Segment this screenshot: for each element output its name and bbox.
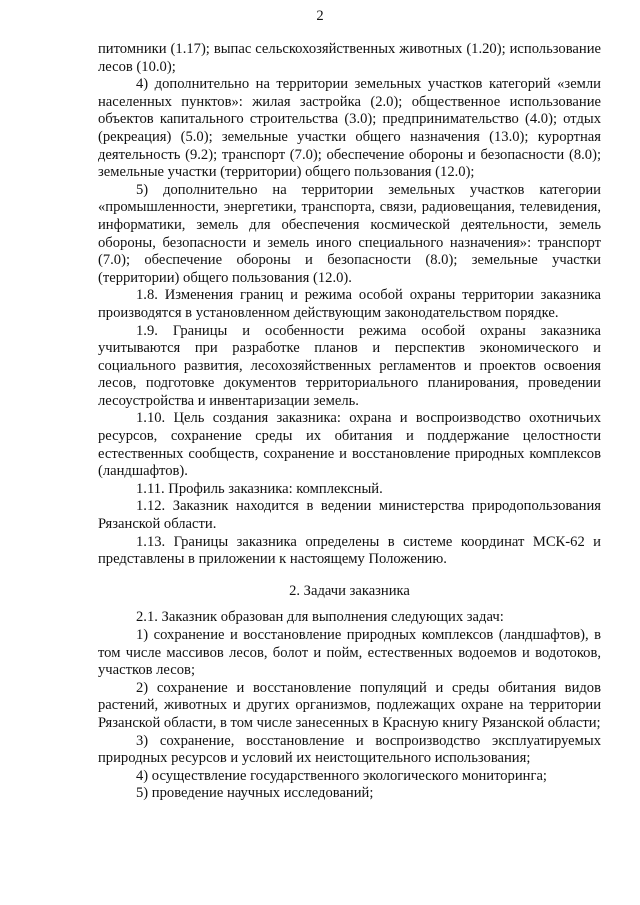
paragraph-item-5: 5) дополнительно на территории земельных участков категории «промышленности, энергетики, транспорта, связи, радиовещания, телевидения, информатики, земель для обеспечения космической деятельности, земель обороны, безопасности и земель иного специального назначения»: транспорт (7.0); обеспечение обороны и безопасности (8.0); земельные участки (территории) общего пользования (12.0). [98,181,601,286]
paragraph-2-1: 2.1. Заказник образован для выполнения следующих задач: [136,609,504,626]
paragraph-1-10: 1.10. Цель создания заказника: охрана и воспроизводство охотничьих ресурсов, сохранение среды их обитания и поддержание целостности естественных сообществ, сохранение и восстановление природных комплексов (ландшафтов). [98,410,601,480]
page-number: 2 [316,8,324,24]
task-item-4: 4) осуществление государственного экологического мониторинга; [136,767,547,784]
paragraph-1-8: 1.8. Изменения границ и режима особой охраны территории заказника производятся в установленном действующим законодательством порядке. [98,287,601,321]
paragraph-1-11: 1.11. Профиль заказника: комплексный. [136,480,383,497]
task-item-3: 3) сохранение, восстановление и воспроизводство эксплуатируемых природных ресурсов и условий их неистощительного использования; [98,732,601,767]
paragraph-item-4: 4) дополнительно на территории земельных участков категорий «земли населенных пунктов»: жилая застройка (2.0); общественное использование объектов капитального строительства (3.0); предпринимательство (4.0); отдых (рекреация) (5.0); земельные участки общего назначения (13.0); курортная деятельность (9.2); транспорт (7.0); обеспечение обороны и безопасности (8.0); земельные участки (территории) общего пользования (12.0); [98,76,601,181]
paragraph-continuation: питомники (1.17); выпас сельскохозяйственных животных (1.20); использование лесов (10.0); [98,41,601,75]
paragraph-1-12: 1.12. Заказник находится в ведении министерства природопользования Рязанской области. [98,498,601,533]
task-item-1: 1) сохранение и восстановление природных комплексов (ландшафтов), в том числе массивов лесов, болот и пойм, естественных водоемов и водотоков, участков лесов; [98,627,601,679]
paragraph-1-13: 1.13. Границы заказника определены в системе координат МСК-62 и представлены в приложении к настоящему Положению. [98,533,601,568]
document-body [98,41,601,803]
section-heading: 2. Задачи заказника [289,582,410,599]
task-item-2: 2) сохранение и восстановление популяций и среды обитания видов растений, животных и других организмов, подлежащих охране на территории Рязанской области, в том числе занесенных в Красную книгу Рязанской области; [98,679,601,731]
task-item-5: 5) проведение научных исследований; [136,785,374,802]
paragraph-1-9: 1.9. Границы и особенности режима особой охраны заказника учитываются при разработке планов и перспектив экономического и социального развития, лесохозяйственных регламентов и проектов освоения лесов, подготовке документов территориального планирования, проведении лесоустройства и инвентаризации земель. [98,322,601,409]
